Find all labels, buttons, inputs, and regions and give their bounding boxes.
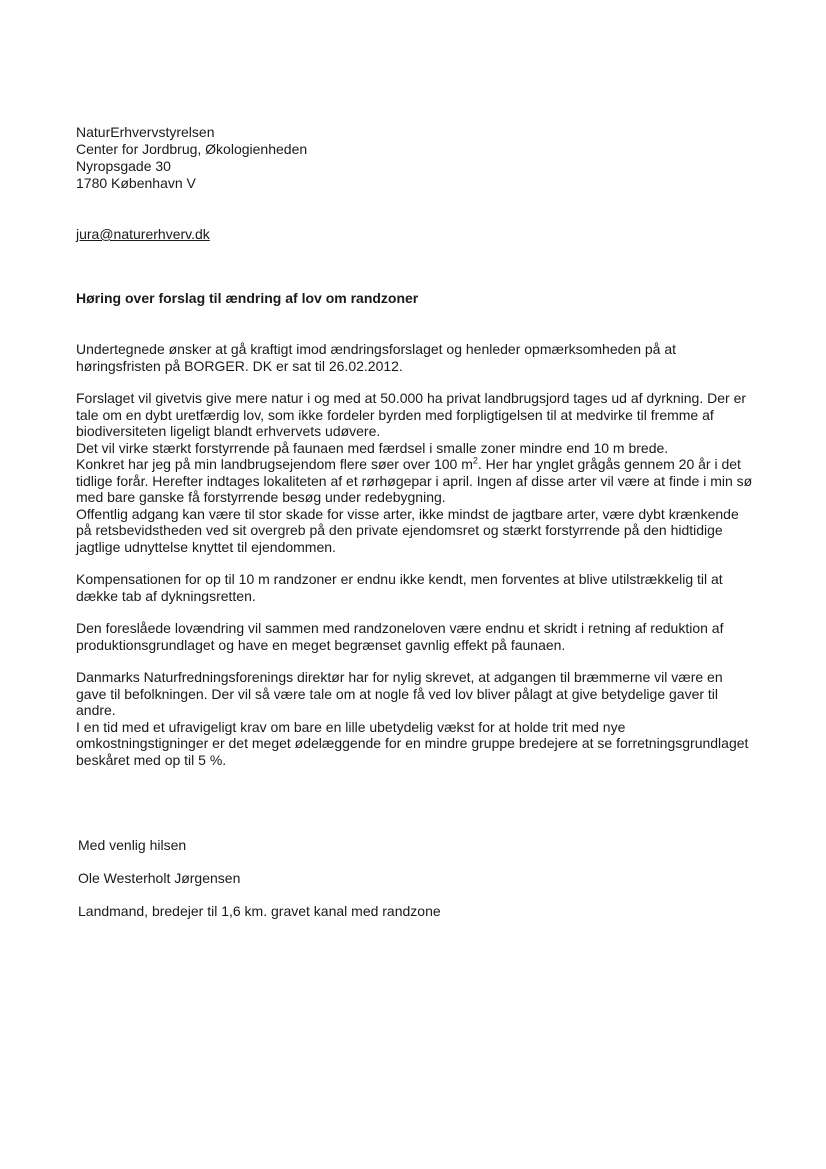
signer-title: Landmand, bredejer til 1,6 km. gravet kanal med randzone	[78, 903, 441, 919]
paragraph-7: Den foreslåede lovændring vil sammen med randzoneloven være endnu et skridt i retning af reduktion af produktionsgrundlaget og have en meget begrænset gavnlig effekt på faunaen.	[76, 620, 724, 653]
paragraph-9: I en tid med et ufravigeligt krav om bare en lille ubetydelig vækst for at holde trit med nye omkostningstigninger er det meget ødelæggende for en mindre gruppe bredejere at se forretningsgrundlaget beskåret med op til 5 %.	[76, 718, 749, 768]
paragraph-8: Danmarks Naturfredningsforenings direktør har for nylig skrevet, at adgangen til bræmmerne vil være en gave til befolkningen. Der vil så være tale om at nogle få ved lov bliver pålagt at give betydelige gaver til andre.	[76, 669, 723, 718]
paragraph-4-start: Konkret har jeg på min landbrugsejendom flere søer over 100 m	[76, 456, 473, 472]
paragraph-3: Det vil virke stærkt forstyrrende på faunaen med færdsel i smalle zoner mindre end 10 m brede.	[76, 439, 669, 456]
recipient-line-2: Center for Jordbrug, Økologienheden	[76, 141, 308, 157]
paragraph-2: Forslaget vil givetvis give mere natur i og med at 50.000 ha privat landbrugsjord tages ud af dyrkning. Der er tale om en dybt uretfærdig lov, som ikke fordeler byrden med forpligtigelsen til at medvirke til fremme af biodiversiteten ligeligt blandt erhvervets udøvere.	[76, 390, 747, 439]
paragraph-1: Undertegnede ønsker at gå kraftigt imod ændringsforslaget og henleder opmærksomheden på at høringsfristen på BORGER. DK er sat til 26.02.2012.	[76, 341, 677, 374]
greeting: Med venlig hilsen	[78, 837, 187, 853]
recipient-line-1: NaturErhvervstyrelsen	[76, 124, 215, 140]
letter-subject: Høring over forslag til ændring af lov om randzoner	[76, 290, 419, 306]
signer-name: Ole Westerholt Jørgensen	[78, 870, 241, 886]
paragraph-4	[76, 456, 756, 506]
recipient-line-3: Nyropsgade 30	[76, 158, 171, 174]
recipient-email-link[interactable]: jura@naturerhverv.dk	[76, 226, 210, 242]
recipient-line-4: 1780 København V	[76, 175, 196, 191]
letter-body	[76, 341, 756, 768]
paragraph-5: Offentlig adgang kan være til stor skade for visse arter, ikke mindst de jagtbare arter, være dybt krænkende på retsbevidstheden ved sit overgreb på den private ejendomsret og stærkt forstyrrende på den hidtidige jagtlige udnyttelse knyttet til ejendommen.	[76, 505, 739, 555]
paragraph-6: Kompensationen for op til 10 m randzoner er endnu ikke kendt, men forventes at blive utilstrækkelig til at dække tab af dykningsretten.	[76, 571, 723, 604]
paragraph-4-end: . Her har ynglet grågås gennem 20 år i det tidlige forår. Herefter indtages lokaliteten af et rørhøgepar i april. Ingen af disse arter vil være at finde i min sø med bare ganske få forstyrrende besøg under redebygning.	[76, 456, 753, 505]
recipient-address	[76, 124, 307, 192]
superscript-2: 2	[472, 455, 478, 466]
